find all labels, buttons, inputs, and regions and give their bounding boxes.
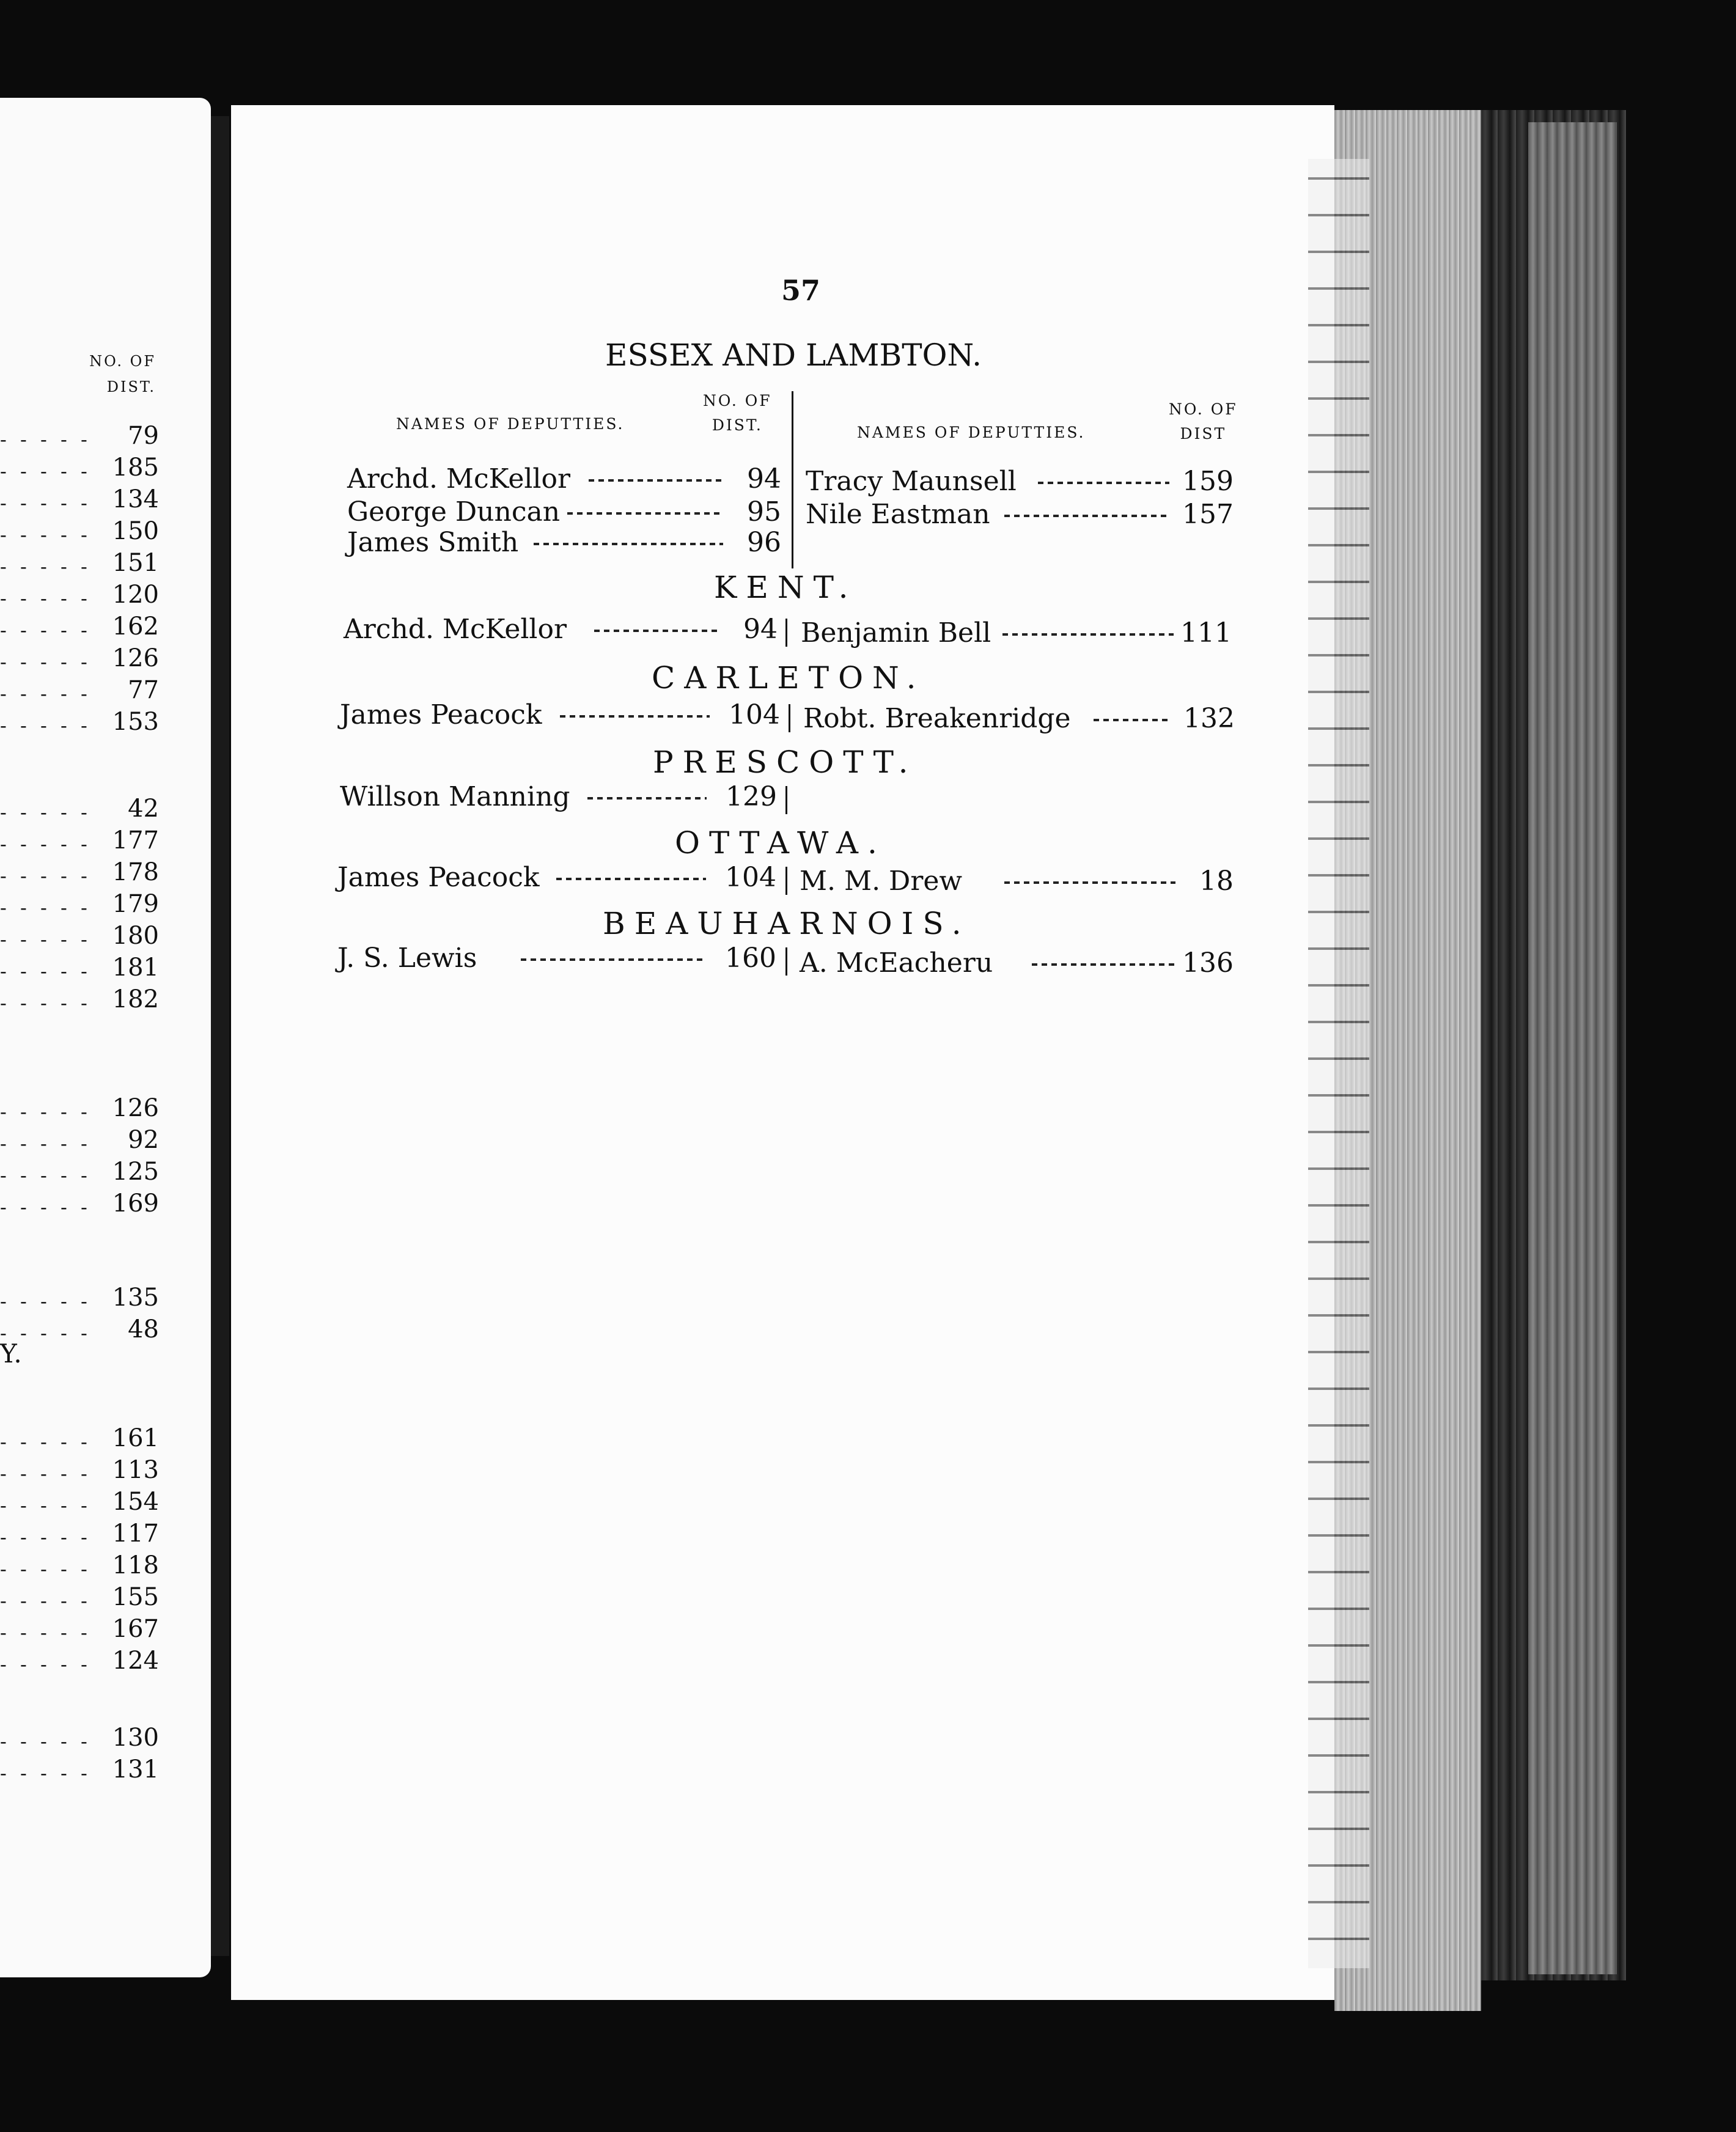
deputy-name: Tracy Maunsell	[806, 466, 1017, 497]
leader-dots: - - - - -	[0, 1730, 91, 1753]
leader-dots: - - - - -	[0, 1494, 91, 1517]
deputy-name: Nile Eastman	[806, 499, 990, 530]
leader-dots	[1032, 956, 1175, 969]
left-page-fragment	[0, 98, 211, 1977]
deputy-entry	[337, 943, 776, 976]
column-header-names-left: NAMES OF DEPUTTIES.	[396, 415, 625, 433]
deputy-name: J. S. Lewis	[337, 943, 477, 974]
leader-dots: - - - - -	[0, 1526, 91, 1549]
leader-dots: - - - - -	[0, 1132, 91, 1155]
left-page-dist-number: 155	[112, 1583, 159, 1611]
leader-dots: - - - - -	[0, 864, 91, 888]
left-page-dist-number: 42	[128, 795, 159, 823]
left-page-row	[0, 708, 159, 738]
leader-dots: - - - - -	[0, 928, 91, 951]
deputy-entry	[806, 466, 1234, 499]
leader-dots: - - - - -	[0, 833, 91, 856]
column-header-dist-left-line-1: NO. OF	[703, 392, 772, 410]
leader-dots: - - - - -	[0, 587, 91, 610]
left-page-row	[0, 422, 159, 452]
district-number: 96	[747, 527, 781, 558]
leader-dots	[534, 535, 723, 549]
left-page-row	[0, 676, 159, 707]
deputy-name: Benjamin Bell	[801, 617, 991, 649]
leader-dots: - - - - -	[0, 1462, 91, 1485]
district-number: 111	[1180, 617, 1232, 649]
left-page-dist-number: 118	[112, 1551, 159, 1579]
left-page-row	[0, 1488, 159, 1518]
left-page-row	[0, 549, 159, 579]
left-page-row	[0, 1284, 159, 1314]
left-page-dist-number: 77	[128, 676, 159, 704]
deputy-name: James Peacock	[340, 699, 542, 730]
section-title-prescott: PRESCOTT.	[653, 744, 918, 780]
leader-dots: - - - - -	[0, 714, 91, 737]
left-page-dist-number: 178	[112, 858, 159, 886]
deputy-name: Willson Manning	[340, 781, 570, 812]
leader-dots: - - - - -	[0, 1164, 91, 1187]
deputy-name: James Smith	[347, 527, 519, 558]
deputy-name: A. McEacheru	[800, 947, 993, 979]
leader-dots	[556, 870, 706, 884]
column-divider	[785, 867, 787, 895]
left-page-dist-number: 162	[112, 612, 159, 641]
district-number: 160	[725, 943, 776, 974]
book-gutter	[211, 116, 229, 1956]
column-divider	[789, 704, 790, 732]
left-page-dist-number: 154	[112, 1488, 159, 1516]
leader-dots: - - - - -	[0, 682, 91, 705]
column-divider	[785, 786, 787, 814]
district-number: 159	[1182, 466, 1234, 497]
deputy-entry	[803, 703, 1235, 737]
left-page-row	[0, 1647, 159, 1677]
left-page-dist-number: 135	[112, 1284, 159, 1312]
deputy-entry	[347, 463, 781, 497]
district-number: 136	[1182, 947, 1234, 979]
district-number: 132	[1183, 703, 1235, 734]
left-page-dist-number: 117	[112, 1520, 159, 1548]
page-57	[231, 105, 1334, 2000]
left-page-row	[0, 581, 159, 611]
deputy-entry	[801, 617, 1232, 651]
left-page-row	[0, 1189, 159, 1220]
leader-dots: - - - - -	[0, 619, 91, 642]
district-number: 129	[726, 781, 777, 812]
left-page-fragment-letter: Y.	[0, 1339, 22, 1369]
leader-dots: - - - - -	[0, 460, 91, 483]
left-page-row	[0, 890, 159, 921]
left-page-row	[0, 612, 159, 643]
deputy-name: James Peacock	[337, 862, 540, 893]
left-page-dist-number: 185	[112, 454, 159, 482]
left-page-dist-number: 151	[112, 549, 159, 577]
leader-dots: - - - - -	[0, 428, 91, 451]
page-number: 57	[781, 274, 821, 307]
left-page-row	[0, 1424, 159, 1455]
left-page-row	[0, 1126, 159, 1156]
leader-dots: - - - - -	[0, 523, 91, 546]
leader-dots: - - - - -	[0, 1196, 91, 1219]
column-divider	[785, 619, 787, 647]
left-page-dist-number: 126	[112, 1094, 159, 1122]
leader-dots: - - - - -	[0, 1100, 91, 1123]
leader-dots: - - - - -	[0, 801, 91, 824]
left-page-dist-number: 131	[112, 1755, 159, 1784]
deputy-entry	[337, 862, 776, 895]
left-page-dist-number: 177	[112, 826, 159, 855]
book-block-edge-mid	[1528, 122, 1617, 1974]
left-page-dist-number: 161	[112, 1424, 159, 1452]
column-header-dist-left-line-2: DIST.	[712, 416, 763, 434]
leader-dots	[1094, 711, 1168, 725]
leader-dots	[1038, 474, 1169, 488]
deputy-entry	[347, 496, 781, 530]
leader-dots: - - - - -	[0, 1653, 91, 1676]
column-header-dist-right-line-1: NO. OF	[1169, 400, 1238, 418]
column-divider	[792, 391, 793, 568]
leader-dots	[1002, 626, 1174, 639]
left-page-dist-number: 180	[112, 922, 159, 950]
column-header-dist-left	[703, 389, 772, 438]
deputy-entry	[344, 614, 778, 647]
left-page-dist-number: 181	[112, 954, 159, 982]
left-page-row	[0, 1724, 159, 1754]
section-title-ottawa: OTTAWA.	[675, 825, 886, 861]
section-title-carleton: CARLETON.	[652, 660, 925, 696]
left-page-dist-number: 169	[112, 1189, 159, 1218]
left-head-line-1: NO. OF	[89, 353, 156, 370]
leader-dots	[1004, 874, 1175, 888]
district-number: 95	[747, 496, 781, 527]
leader-dots: - - - - -	[0, 1621, 91, 1644]
column-header-dist-right	[1169, 397, 1238, 446]
leader-dots: - - - - -	[0, 991, 91, 1015]
section-title-essex-and-lambton: ESSEX AND LAMBTON.	[605, 337, 982, 373]
column-header-dist-right-line-2: DIST	[1180, 425, 1227, 443]
deputy-entry	[340, 781, 777, 815]
section-title-beauharnois: BEAUHARNOIS.	[603, 906, 971, 941]
district-number: 94	[743, 614, 778, 645]
deputy-entry	[806, 499, 1234, 532]
left-page-dist-number: 130	[112, 1724, 159, 1752]
leader-dots: - - - - -	[0, 1557, 91, 1581]
deputy-name: M. M. Drew	[800, 866, 963, 897]
left-page-dist-number: 92	[128, 1126, 159, 1154]
leader-dots	[1004, 507, 1169, 521]
left-page-dist-number: 120	[112, 581, 159, 609]
section-title-kent: KENT.	[714, 570, 858, 605]
leader-dots: - - - - -	[0, 960, 91, 983]
district-number: 104	[729, 699, 780, 730]
district-number: 104	[725, 862, 776, 893]
left-page-row	[0, 1583, 159, 1614]
left-head-line-2: DIST.	[106, 378, 156, 395]
leader-dots	[560, 708, 710, 721]
left-page-row	[0, 1551, 159, 1582]
column-header-names-right: NAMES OF DEPUTTIES.	[857, 424, 1086, 441]
deputy-entry	[800, 866, 1234, 899]
left-page-dist-number: 125	[112, 1158, 159, 1186]
left-page-column-header	[89, 348, 156, 400]
deputy-name: Robt. Breakenridge	[803, 703, 1071, 734]
left-page-row	[0, 1158, 159, 1188]
left-page-dist-number: 48	[128, 1315, 159, 1344]
left-page-row	[0, 454, 159, 484]
left-page-dist-number: 182	[112, 985, 159, 1013]
left-page-row	[0, 644, 159, 675]
leader-dots: - - - - -	[0, 1321, 91, 1345]
left-page-dist-number: 113	[112, 1456, 159, 1484]
left-page-row	[0, 826, 159, 857]
deputy-name: Archd. McKellor	[344, 614, 567, 645]
left-page-dist-number: 134	[112, 485, 159, 513]
leader-dots	[521, 951, 706, 965]
left-page-row	[0, 985, 159, 1016]
left-page-row	[0, 795, 159, 825]
leader-dots	[587, 790, 707, 803]
district-number: 157	[1182, 499, 1234, 530]
deputy-entry	[340, 699, 780, 733]
leader-dots: - - - - -	[0, 1762, 91, 1785]
left-page-row	[0, 858, 159, 889]
leader-dots	[567, 505, 723, 518]
left-page-row	[0, 954, 159, 984]
district-number: 94	[747, 463, 781, 494]
left-page-dist-number: 167	[112, 1615, 159, 1643]
leader-dots: - - - - -	[0, 1430, 91, 1454]
left-page-row	[0, 1456, 159, 1487]
leader-dots: - - - - -	[0, 555, 91, 578]
left-page-row	[0, 1615, 159, 1645]
deputy-name: George Duncan	[347, 496, 561, 527]
left-page-row	[0, 517, 159, 548]
district-number: 18	[1199, 866, 1234, 897]
column-divider	[785, 947, 787, 976]
left-page-dist-number: 179	[112, 890, 159, 918]
left-page-dist-number: 79	[128, 422, 159, 450]
deputy-entry	[800, 947, 1234, 981]
leader-dots: - - - - -	[0, 1290, 91, 1313]
leader-dots: - - - - -	[0, 896, 91, 919]
left-page-dist-number: 150	[112, 517, 159, 545]
leader-dots: - - - - -	[0, 491, 91, 515]
left-page-row	[0, 485, 159, 516]
left-page-row	[0, 1755, 159, 1786]
leader-dots	[589, 472, 723, 485]
leader-dots: - - - - -	[0, 1589, 91, 1612]
left-page-row	[0, 922, 159, 952]
left-page-row	[0, 1094, 159, 1125]
left-page-dist-number: 126	[112, 644, 159, 672]
left-page-row	[0, 1315, 159, 1346]
left-page-dist-number: 153	[112, 708, 159, 736]
deputy-entry	[347, 527, 781, 561]
deputy-name: Archd. McKellor	[347, 463, 571, 494]
decorative-border-ornament	[1308, 159, 1369, 1968]
leader-dots: - - - - -	[0, 650, 91, 674]
left-page-row	[0, 1520, 159, 1550]
leader-dots	[594, 622, 719, 636]
left-page-dist-number: 124	[112, 1647, 159, 1675]
